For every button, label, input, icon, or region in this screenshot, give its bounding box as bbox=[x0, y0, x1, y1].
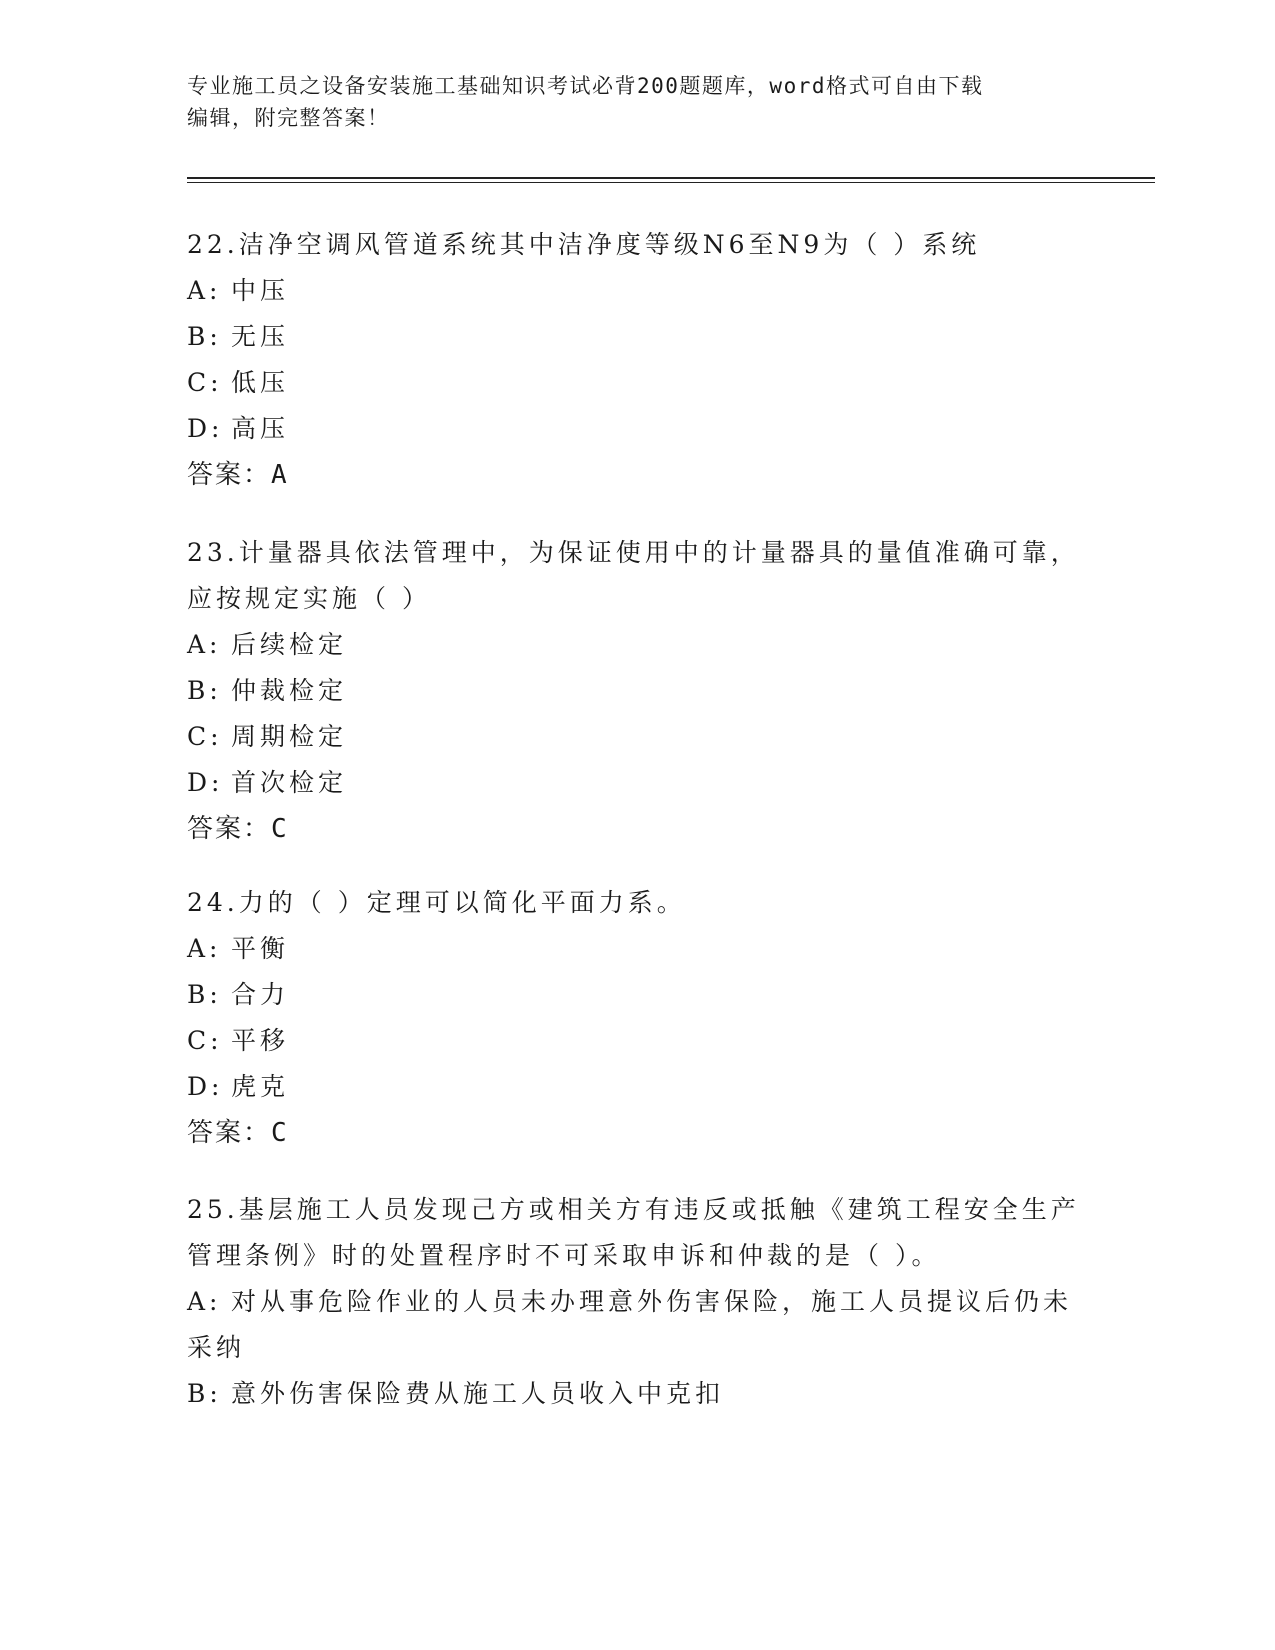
answer-label: 答案： bbox=[187, 814, 272, 844]
header-divider-thin bbox=[187, 182, 1155, 183]
option-text: 后续检定 bbox=[231, 630, 348, 659]
option-c bbox=[187, 360, 1087, 406]
option-text: 高压 bbox=[231, 414, 290, 443]
question-22 bbox=[187, 222, 1087, 498]
option-key: C: bbox=[187, 1026, 223, 1055]
option-key: C: bbox=[187, 368, 223, 397]
option-key: A: bbox=[187, 934, 222, 963]
option-a-cont: 采纳 bbox=[187, 1333, 246, 1362]
answer-line bbox=[187, 452, 1087, 498]
option-text: 周期检定 bbox=[231, 722, 348, 751]
option-c bbox=[187, 714, 1087, 760]
option-b bbox=[187, 314, 1087, 360]
option-key: C: bbox=[187, 722, 223, 751]
question-23 bbox=[187, 530, 1087, 852]
option-text: 意外伤害保险费从施工人员收入中克扣 bbox=[231, 1379, 725, 1408]
option-text: 平衡 bbox=[231, 934, 290, 963]
document-header bbox=[187, 70, 1087, 134]
option-key: A: bbox=[187, 276, 222, 305]
question-stem: 25.基层施工人员发现己方或相关方有违反或抵触《建筑工程安全生产 bbox=[187, 1195, 1080, 1224]
option-a bbox=[187, 926, 1087, 972]
option-key: B: bbox=[187, 322, 222, 351]
option-key: A: bbox=[187, 630, 222, 659]
option-text: 仲裁检定 bbox=[231, 676, 348, 705]
option-key: D: bbox=[187, 768, 224, 797]
option-a bbox=[187, 622, 1087, 668]
option-key: B: bbox=[187, 980, 222, 1009]
option-text: 无压 bbox=[231, 322, 290, 351]
option-d bbox=[187, 760, 1087, 806]
option-text: 对从事危险作业的人员未办理意外伤害保险，施工人员提议后仍未 bbox=[231, 1287, 1073, 1316]
option-a bbox=[187, 1279, 1087, 1325]
option-c bbox=[187, 1018, 1087, 1064]
option-key: A: bbox=[187, 1287, 222, 1316]
option-b bbox=[187, 972, 1087, 1018]
answer-value: A bbox=[271, 460, 289, 490]
question-24 bbox=[187, 880, 1087, 1156]
question-stem: 22.洁净空调风管道系统其中洁净度等级N6至N9为（ ）系统 bbox=[187, 230, 981, 259]
option-text: 虎克 bbox=[231, 1072, 290, 1101]
option-b bbox=[187, 668, 1087, 714]
question-stem-cont: 应按规定实施（ ） bbox=[187, 584, 431, 613]
option-key: B: bbox=[187, 1379, 222, 1408]
answer-value: C bbox=[271, 1118, 289, 1148]
option-a bbox=[187, 268, 1087, 314]
question-stem: 24.力的（ ）定理可以简化平面力系。 bbox=[187, 888, 686, 917]
option-d bbox=[187, 1064, 1087, 1110]
answer-value: C bbox=[271, 814, 289, 844]
answer-line bbox=[187, 1110, 1087, 1156]
option-b bbox=[187, 1371, 1087, 1417]
question-stem-cont: 管理条例》时的处置程序时不可采取申诉和仲裁的是（ ）。 bbox=[187, 1241, 941, 1270]
option-text: 中压 bbox=[231, 276, 290, 305]
answer-line bbox=[187, 806, 1087, 852]
option-d bbox=[187, 406, 1087, 452]
answer-label: 答案： bbox=[187, 1118, 272, 1148]
answer-label: 答案： bbox=[187, 460, 272, 490]
question-stem: 23.计量器具依法管理中，为保证使用中的计量器具的量值准确可靠， bbox=[187, 538, 1080, 567]
option-key: B: bbox=[187, 676, 222, 705]
header-divider bbox=[187, 177, 1155, 179]
option-text: 合力 bbox=[231, 980, 290, 1009]
option-text: 低压 bbox=[231, 368, 290, 397]
header-title-line-1: 专业施工员之设备安装施工基础知识考试必背200题题库，word格式可自由下载 bbox=[187, 74, 984, 98]
question-25 bbox=[187, 1187, 1087, 1417]
option-key: D: bbox=[187, 1072, 224, 1101]
option-text: 平移 bbox=[231, 1026, 290, 1055]
option-key: D: bbox=[187, 414, 224, 443]
option-text: 首次检定 bbox=[231, 768, 348, 797]
header-title-line-2: 编辑，附完整答案！ bbox=[187, 106, 390, 130]
